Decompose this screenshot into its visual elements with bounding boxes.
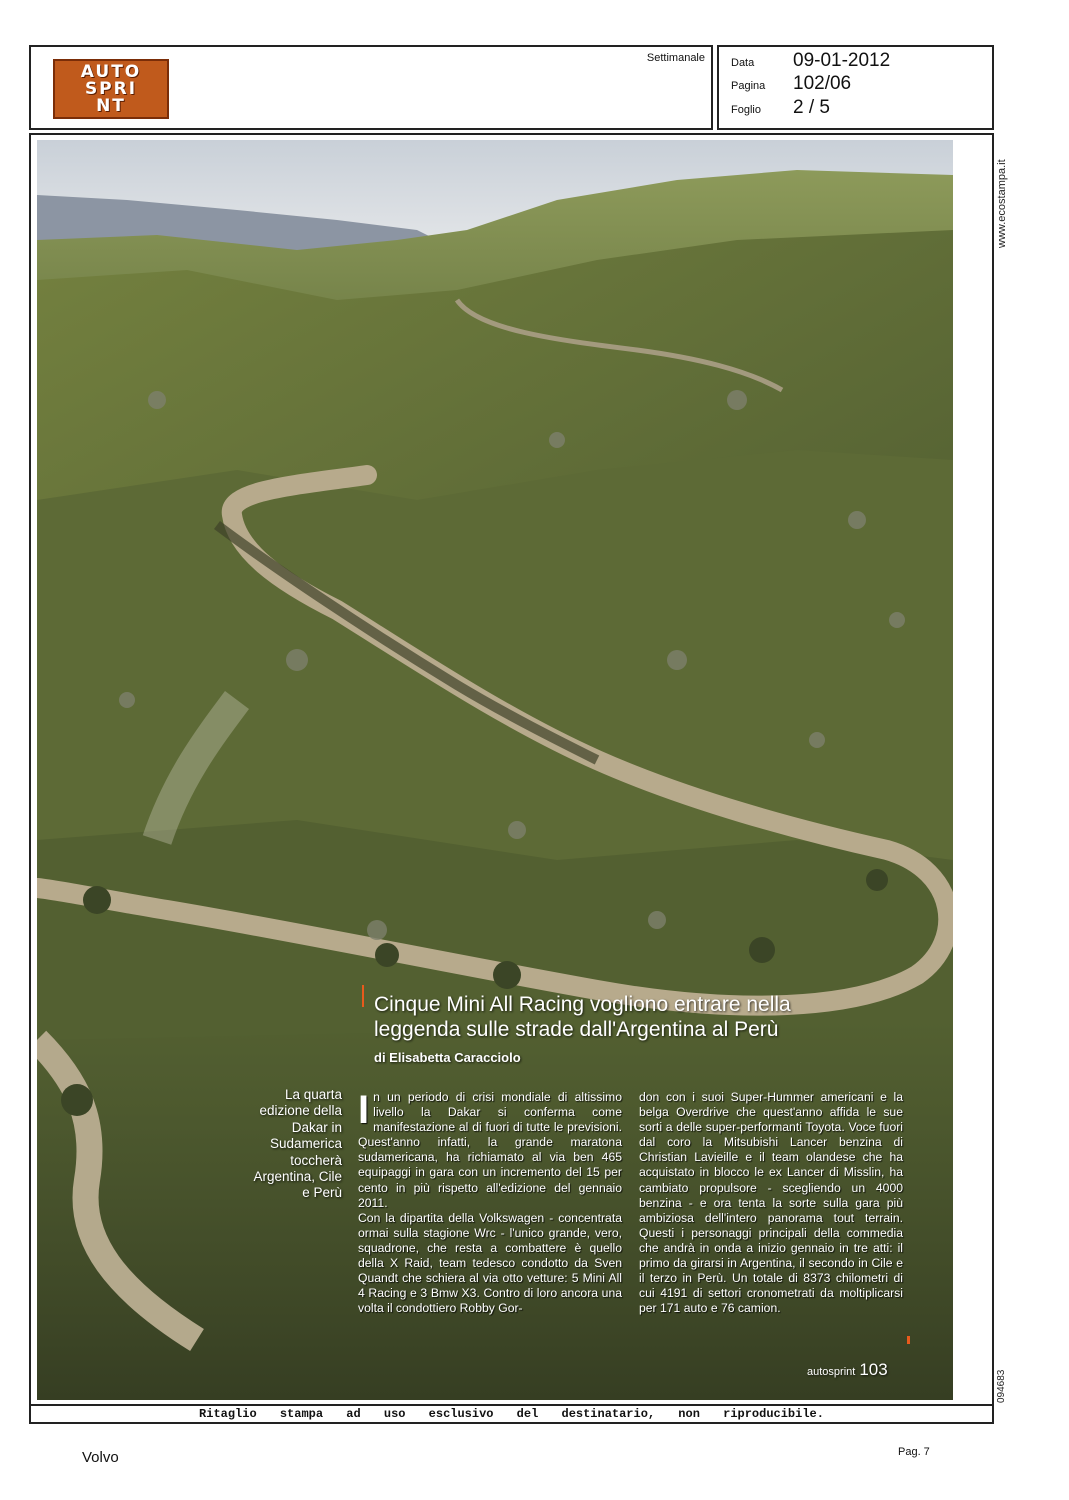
page-number: 103 [859, 1360, 888, 1379]
article-column-1 [358, 1090, 622, 1316]
paragraph-text: n un periodo di crisi mondiale di altissimo livello la Dakar si conferma come manifestazione al di fuori di tutte le previsioni. Quest'anno infatti, la grande maratona sudamericana, ha richiamato al via ben 465 equipaggi in gara con un incremento del 15 per cento in più rispetto all'edizione del gennaio 2011. [358, 1090, 622, 1210]
header-box [29, 45, 713, 130]
meta-date-value: 09-01-2012 [793, 50, 891, 71]
meta-box [717, 45, 994, 130]
headline-line-1: Cinque Mini All Racing vogliono entrare nella [374, 993, 791, 1016]
logo-line-1: AUTO [80, 61, 142, 82]
frequency-label: Settimanale [646, 52, 705, 64]
headline-line-2: leggenda sulle strade dall'Argentina al Perù [374, 1018, 779, 1041]
summary-line: e Perù [302, 1185, 342, 1201]
logo-line-3: NT [96, 95, 126, 116]
article-headline [374, 992, 934, 1042]
end-mark [907, 1336, 910, 1344]
meta-date-label: Data [731, 57, 755, 69]
headline-accent [362, 985, 364, 1007]
autosprint-logo [53, 59, 169, 119]
summary-line: Argentina, Cile [253, 1169, 342, 1185]
meta-sheet-value: 2 / 5 [793, 97, 830, 118]
meta-date-row [731, 50, 890, 72]
footer-page: Pag. 7 [898, 1446, 930, 1458]
meta-page-row [731, 73, 851, 95]
meta-sheet-row [731, 97, 830, 119]
article-byline: di Elisabetta Caracciolo [374, 1050, 521, 1065]
paragraph: Con la dipartita della Volkswagen - concentrata ormai sulla stagione Wrc - l'unico grande, vero, squadrone, che resta a combattere è quello della X Raid, team tedesco condotto da Sven Quandt che schiera al via otto vetture: 5 Mini All 4 Racing e 3 Bmw X3. Contro di loro ancora una volta il condottiero Robby Gor- [358, 1210, 622, 1316]
paragraph: don con i suoi Super-Hummer americani e la belga Overdrive che quest'anno affida le sue sorti a delle super-performanti Toyota. Voce fuori dal coro la Mitsubishi Lancer benzina di Christian Lavieille e il team olandese che ha acquistato in blocco le ex Lancer di Misslin, ha cambiato propulsore - scegliendo un 4000 benzina - e ora tenta la sorte sulla gara più ambiziosa dell'intero panorama tout terrain. Questi i personaggi principali della commedia che andrà in onda a inizio gennaio in tre atti: il primo da girarsi in Argentina, il secondo in Cile e il terzo in Perù. Un totale di 8373 chilometri di cui 4191 di settori cronometrati da moltiplicarsi per 171 auto e 76 camion. [639, 1090, 903, 1316]
meta-page-label: Pagina [731, 80, 766, 92]
footer-client: Volvo [82, 1449, 119, 1466]
logo-line-2: SPRI [84, 78, 138, 99]
meta-page-value: 102/06 [793, 73, 852, 94]
summary-line: La quarta [284, 1087, 342, 1102]
summary-line: toccherà [290, 1152, 342, 1168]
paragraph [358, 1090, 622, 1211]
article-column-2 [639, 1090, 903, 1316]
page-brand: autosprint [807, 1366, 856, 1378]
reproduction-notice: Ritaglio stampa ad uso esclusivo del destinatario, non riproducibile. [29, 1404, 994, 1424]
summary-line: Sudamerica [269, 1136, 342, 1152]
summary-line: Dakar in [291, 1119, 342, 1135]
meta-sheet-label: Foglio [731, 104, 761, 116]
article-summary [232, 1087, 342, 1202]
magazine-page-number [807, 1360, 888, 1380]
side-code: 094683 [996, 1369, 1007, 1403]
side-url: www.ecostampa.it [996, 159, 1008, 248]
dropcap: I [358, 1088, 370, 1132]
summary-line: edizione della [259, 1103, 342, 1119]
